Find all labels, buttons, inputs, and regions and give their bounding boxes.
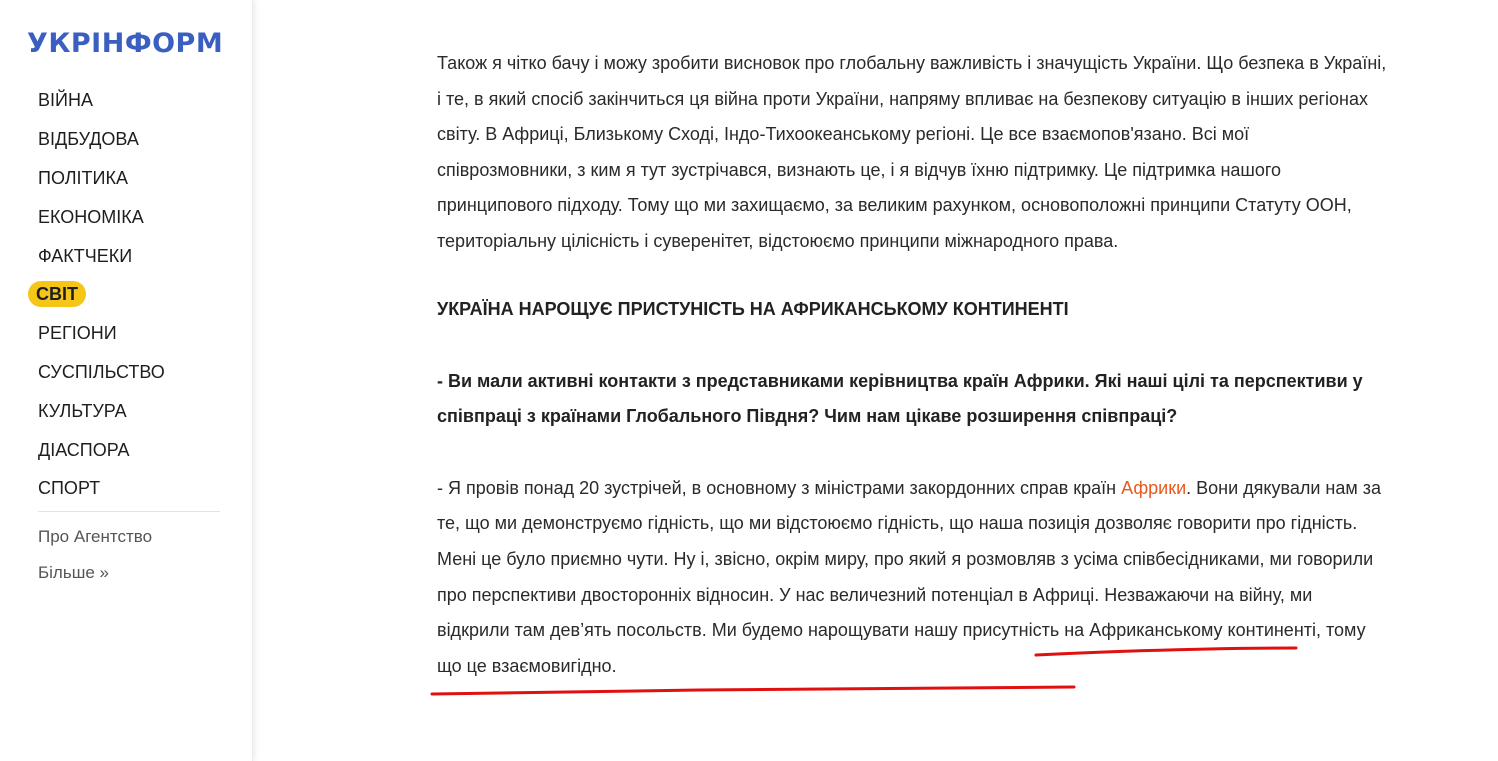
nav-row xyxy=(28,275,175,314)
about-agency-link[interactable]: Про Агентство xyxy=(38,527,153,546)
nav-row xyxy=(28,430,175,469)
interview-answer xyxy=(437,471,1387,685)
nav-item-war[interactable]: ВІЙНА xyxy=(38,90,93,111)
nav-row xyxy=(28,391,175,430)
nav-row xyxy=(28,197,175,236)
more-link[interactable]: Більше » xyxy=(38,563,109,582)
article-subheading: УКРАЇНА НАРОЩУЄ ПРИСТУНІСТЬ НА АФРИКАНСЬКОМУ КОНТИНЕНТІ xyxy=(437,298,1069,319)
interview-question: - Ви мали активні контакти з представниками керівництва країн Африки. Які наші цілі та перспективи у співпраці з країнами Глобального Півдня? Чим нам цікаве розширення співпраці? xyxy=(437,370,1363,427)
nav-row xyxy=(28,81,175,120)
nav-item-politics[interactable]: ПОЛІТИКА xyxy=(38,167,128,188)
nav-row xyxy=(28,120,175,159)
underline-stroke-2 xyxy=(432,687,1074,694)
nav-row xyxy=(28,159,175,198)
article-body xyxy=(437,46,1387,684)
nav-item-reconstruction[interactable]: ВІДБУДОВА xyxy=(38,129,139,150)
nav-item-world[interactable]: СВІТ xyxy=(28,281,86,307)
nav-row xyxy=(28,469,175,508)
nav-item-regions[interactable]: РЕГІОНИ xyxy=(38,323,117,344)
nav-item-society[interactable]: СУСПІЛЬСТВО xyxy=(38,361,165,382)
answer-text-rest: . Вони дякували нам за те, що ми демонструємо гідність, що ми відстоюємо гідність, що наша позиція дозволяє говорити про гідність. Мені це було приємно чути. Ну і, звісно, окрім миру, про який я розмовляв з усіма співбесідниками, ми говорили про перспективи двосторонніх відносин. У нас величезний потенціал в Африці. Незважаючи на війну, ми відкрили там дев’ять посольств. Ми будемо нарощувати нашу присутність на Африканському континенті, тому що це взаємовигідно. xyxy=(437,477,1382,676)
answer-text-start: - Я провів понад 20 зустрічей, в основному з міністрами закордонних справ країн xyxy=(437,477,1122,498)
nav-row xyxy=(28,353,175,392)
nav-item-factchecks[interactable]: ФАКТЧЕКИ xyxy=(38,245,133,266)
article-paragraph: Також я чітко бачу і можу зробити висновок про глобальну важливість і значущість України. Що безпека в Україні, і те, в який спосіб закінчиться ця війна проти України, напряму впливає на безпекову ситуацію в інших регіонах світу. В Африці, Близькому Сході, Індо-Тихоокеанському регіоні. Це все взаємопов'язано. Всі мої співрозмовники, з ким я тут зустрічався, визнають це, і я відчув їхню підтримку. Це підтримка нашого принципового підходу. Тому що ми захищаємо, за великим рахунком, основоположні принципи Статуту ООН, територіальну цілісність і суверенітет, відстоюємо принципи міжнародного права. xyxy=(437,53,1387,251)
nav-divider xyxy=(38,511,220,512)
nav-item-economics[interactable]: ЕКОНОМІКА xyxy=(38,206,144,227)
nav-row xyxy=(28,314,175,353)
nav-item-culture[interactable]: КУЛЬТУРА xyxy=(38,400,127,421)
nav-row xyxy=(28,236,175,275)
main-nav xyxy=(28,81,175,508)
africa-tag-link[interactable]: Африки xyxy=(1121,477,1187,498)
sidebar xyxy=(0,0,253,761)
nav-item-diaspora[interactable]: ДІАСПОРА xyxy=(38,439,130,460)
nav-item-sport[interactable]: СПОРТ xyxy=(38,478,101,499)
site-logo[interactable]: УКРІНФОРМ xyxy=(27,28,224,59)
